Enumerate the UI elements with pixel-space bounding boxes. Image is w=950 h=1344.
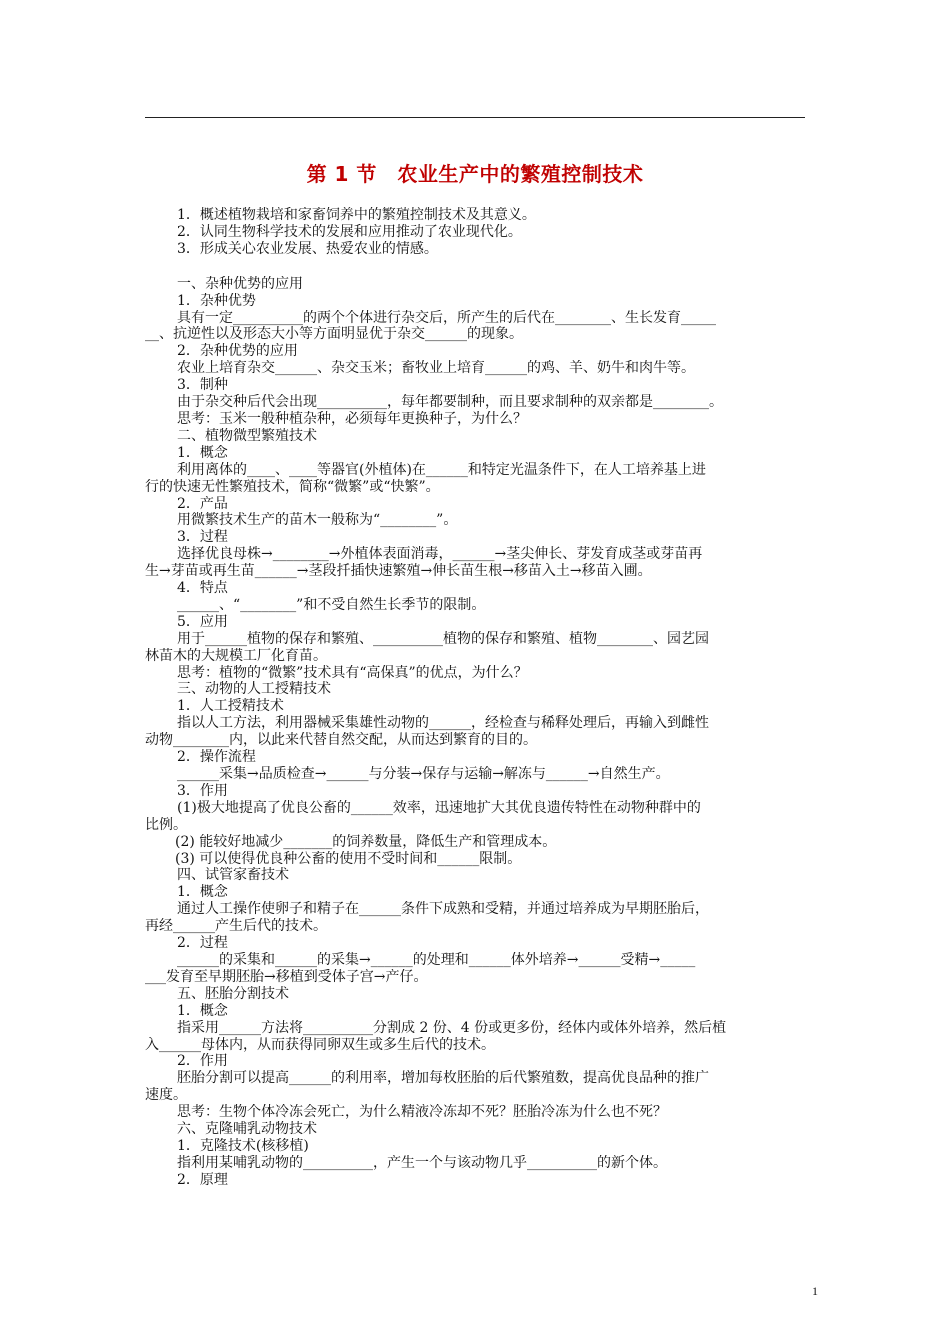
text-line: 2．过程 (177, 935, 228, 952)
text-line: 由于杂交种后代会出现__________，每年都要制种，而且要求制种的双亲都是________。 (177, 394, 723, 411)
text-line: 用于______植物的保存和繁殖、__________植物的保存和繁殖、植物________、园艺园 (177, 630, 709, 647)
text-line: ___发育至早期胚胎→移植到受体子宫→产仔。 (145, 968, 428, 985)
text-line: 5．应用 (177, 613, 228, 630)
text-line: (1)极大地提高了优良公畜的______效率，迅速地扩大其优良遗传特性在动物种群中的 (177, 799, 701, 816)
text-line: 1．杂种优势 (177, 292, 256, 309)
text-line: 六、克隆哺乳动物技术 (177, 1121, 317, 1138)
page-title: 第 1 节 农业生产中的繁殖控制技术 (306, 162, 644, 186)
text-line: ______、“________”和不受自然生长季节的限制。 (177, 596, 486, 613)
text-line: 一、杂种优势的应用 (177, 275, 303, 292)
text-line: 林苗木的大规模工厂化育苗。 (145, 647, 327, 664)
objective-item: 3．形成关心农业发展、热爱农业的情感。 (177, 240, 438, 257)
text-line: 思考：植物的“微繁”技术具有“高保真”的优点，为什么？ (177, 664, 528, 681)
text-line: 3．过程 (177, 529, 228, 546)
text-line: 速度。 (145, 1087, 187, 1104)
text-line: 行的快速无性繁殖技术，简称“微繁”或“快繁”。 (145, 478, 440, 495)
text-line: ______的采集和______的采集→______的处理和______体外培养→______受精→_____ (177, 951, 696, 968)
text-line: 1．概念 (177, 884, 228, 901)
text-line: (2) 能较好地减少_______的饲养数量，降低生产和管理成本。 (175, 833, 557, 850)
text-line: 入______母体内，从而获得同卵双生或多生后代的技术。 (145, 1036, 495, 1053)
text-line: 二、植物微型繁殖技术 (177, 427, 317, 444)
text-line: 三、动物的人工授精技术 (177, 681, 331, 698)
text-line: 3．作用 (177, 782, 228, 799)
text-line: 动物________内，以此来代替自然交配，从而达到繁育的目的。 (145, 732, 537, 749)
text-line: 五、胚胎分割技术 (177, 985, 289, 1002)
text-line: 1．概念 (177, 1002, 228, 1019)
text-line: 再经______产生后代的技术。 (145, 918, 327, 935)
text-line: ______采集→品质检查→______与分装→保存与运输→解冻与______→自然生产。 (177, 766, 670, 782)
text-line: 比例。 (145, 816, 187, 833)
text-line: 用微繁技术生产的苗木一般称为“________”。 (177, 512, 458, 529)
content-lines (145, 276, 807, 1189)
text-line: __、抗逆性以及形态大小等方面明显优于杂交______的现象。 (145, 326, 523, 343)
text-line: 思考：生物个体冷冻会死亡，为什么精液冷冻却不死？胚胎冷冻为什么也不死？ (177, 1104, 667, 1121)
text-line: 4．特点 (177, 580, 228, 597)
header-rule (145, 117, 805, 118)
text-line: (3) 可以使得优良种公畜的使用不受时间和______限制。 (175, 850, 522, 867)
objective-item: 2．认同生物科学技术的发展和应用推动了农业现代化。 (177, 223, 522, 240)
text-line: 具有一定__________的两个个体进行杂交后，所产生的后代在________、生长发育_____ (177, 309, 716, 326)
text-line: 3．制种 (177, 377, 228, 394)
text-line: 胚胎分割可以提高______的利用率，增加每枚胚胎的后代繁殖数，提高优良品种的推广 (177, 1070, 709, 1087)
text-line: 思考：玉米一般种植杂种，必须每年更换种子，为什么？ (177, 410, 527, 427)
objectives-list (145, 207, 807, 258)
section-gap (145, 258, 807, 276)
document-body (145, 207, 807, 1189)
objective-item: 1．概述植物栽培和家畜饲养中的繁殖控制技术及其意义。 (177, 207, 536, 223)
text-line: 2．原理 (177, 1171, 228, 1188)
text-line: 2．杂种优势的应用 (177, 343, 298, 360)
text-line: 2．产品 (177, 495, 228, 512)
text-line: 指以人工方法，利用器械采集雄性动物的______，经检查与稀释处理后，再输入到雌性 (177, 715, 709, 732)
text-line: 指采用______方法将__________分割成 2 份、4 份或更多份，经体内或体外培养，然后植 (177, 1019, 727, 1036)
text-line: 1．克隆技术(核移植) (177, 1137, 309, 1154)
text-line: 通过人工操作使卵子和精子在______条件下成熟和受精，并通过培养成为早期胚胎后， (177, 901, 709, 918)
page-number: 1 (812, 1284, 818, 1298)
text-line: 1．概念 (177, 444, 228, 461)
text-line: 生→芽苗或再生苗______→茎段扦插快速繁殖→伸长苗生根→移苗入土→移苗入圃。 (145, 563, 652, 580)
text-line: 指利用某哺乳动物的__________，产生一个与该动物几乎__________的新个体。 (177, 1154, 667, 1171)
text-line: 四、试管家畜技术 (177, 867, 289, 884)
text-line: 选择优良母株→________→外植体表面消毒，______→茎尖伸长、芽发育成茎或芽苗再 (177, 546, 703, 563)
text-line: 农业上培育杂交______、杂交玉米；畜牧业上培育______的鸡、羊、奶牛和肉牛等。 (177, 360, 695, 377)
text-line: 利用离体的____、____等器官(外植体)在______和特定光温条件下，在人工培养基上进 (177, 461, 706, 478)
text-line: 2．操作流程 (177, 749, 256, 766)
text-line: 1．人工授精技术 (177, 698, 284, 715)
text-line: 2．作用 (177, 1053, 228, 1070)
